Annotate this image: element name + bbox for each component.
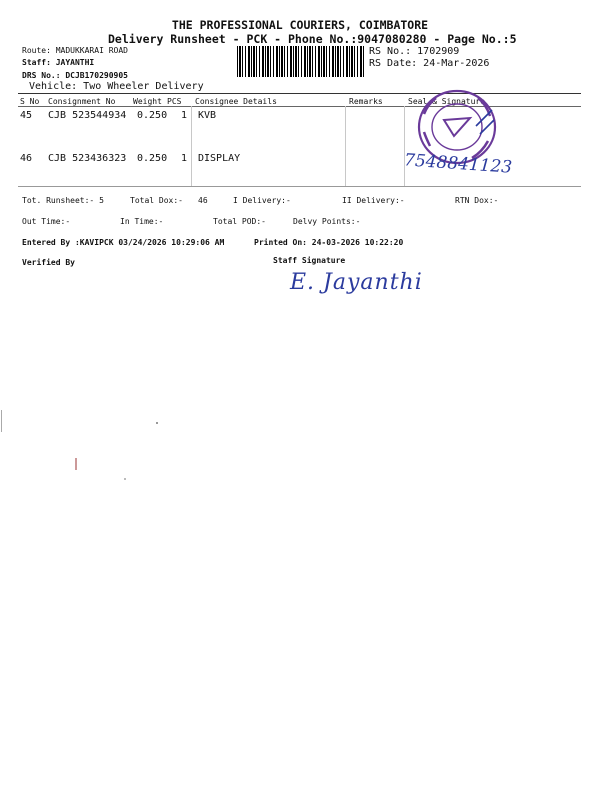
col-divider [345, 106, 346, 186]
scan-speck [75, 458, 77, 470]
scan-speck [124, 478, 126, 480]
company-title: THE PROFESSIONAL COURIERS, COIMBATORE [171, 18, 429, 32]
out-time: Out Time:- [22, 217, 71, 226]
printed-on: Printed On: 24-03-2026 10:22:20 [254, 238, 404, 247]
staff-label: Staff: JAYANTHI [22, 58, 95, 67]
route-label: Route: MADUKKARAI ROAD [22, 46, 128, 55]
vehicle-label: Vehicle: Two Wheeler Delivery [29, 81, 204, 92]
rs-date: RS Date: 24-Mar-2026 [369, 58, 490, 69]
col-header-seal: Seal & Signature [408, 97, 486, 106]
col-header-consignee: Consignee Details [195, 97, 277, 106]
col-header-consignment: Consignment No [48, 97, 116, 106]
barcode [237, 46, 364, 77]
row-consignment: CJB 523544934 [48, 110, 127, 121]
handwritten-signature: E. Jayanthi [290, 270, 423, 295]
col-header-pcs: PCS [167, 97, 182, 106]
row-sno: 46 [20, 153, 33, 164]
verified-by-label: Verified By [22, 258, 75, 267]
runsheet-title: Delivery Runsheet - PCK - Phone No.:9047080280 - Page No.:5 [108, 32, 517, 46]
delvy-points: Delvy Points:- [293, 217, 361, 226]
col-divider [404, 106, 405, 186]
scan-speck [1, 410, 2, 432]
row-weight: 0.250 [137, 110, 168, 121]
entered-by: Entered By :KAVIPCK 03/24/2026 10:29:06 AM [22, 238, 225, 247]
col-header-sno: S No [20, 97, 40, 106]
col-header-weight: Weight [133, 97, 162, 106]
ii-delivery: II Delivery:- [342, 196, 405, 205]
i-delivery: I Delivery:- [233, 196, 291, 205]
rtn-dox: RTN Dox:- [455, 196, 499, 205]
drs-number: DRS No.: DCJB170290905 [22, 71, 128, 80]
total-dox-label: Total Dox:- [130, 196, 183, 205]
table-bottom-rule [18, 186, 581, 187]
row-consignee: KVB [198, 110, 217, 121]
in-time: In Time:- [120, 217, 164, 226]
staff-signature-label: Staff Signature [273, 256, 346, 265]
row-weight: 0.250 [137, 153, 168, 164]
total-dox-value: 46 [198, 196, 208, 205]
col-divider [191, 106, 192, 186]
row-consignee: DISPLAY [198, 153, 241, 164]
total-pod: Total POD:- [213, 217, 266, 226]
rs-number: RS No.: 1702909 [369, 46, 460, 57]
row-pcs: 1 [181, 153, 188, 164]
scan-speck [156, 422, 158, 424]
handwritten-phone: 7548841123 [403, 150, 513, 178]
row-consignment: CJB 523436323 [48, 153, 127, 164]
tot-runsheet: Tot. Runsheet:- 5 [22, 196, 104, 205]
col-header-remarks: Remarks [349, 97, 383, 106]
row-sno: 45 [20, 110, 33, 121]
row-pcs: 1 [181, 110, 188, 121]
